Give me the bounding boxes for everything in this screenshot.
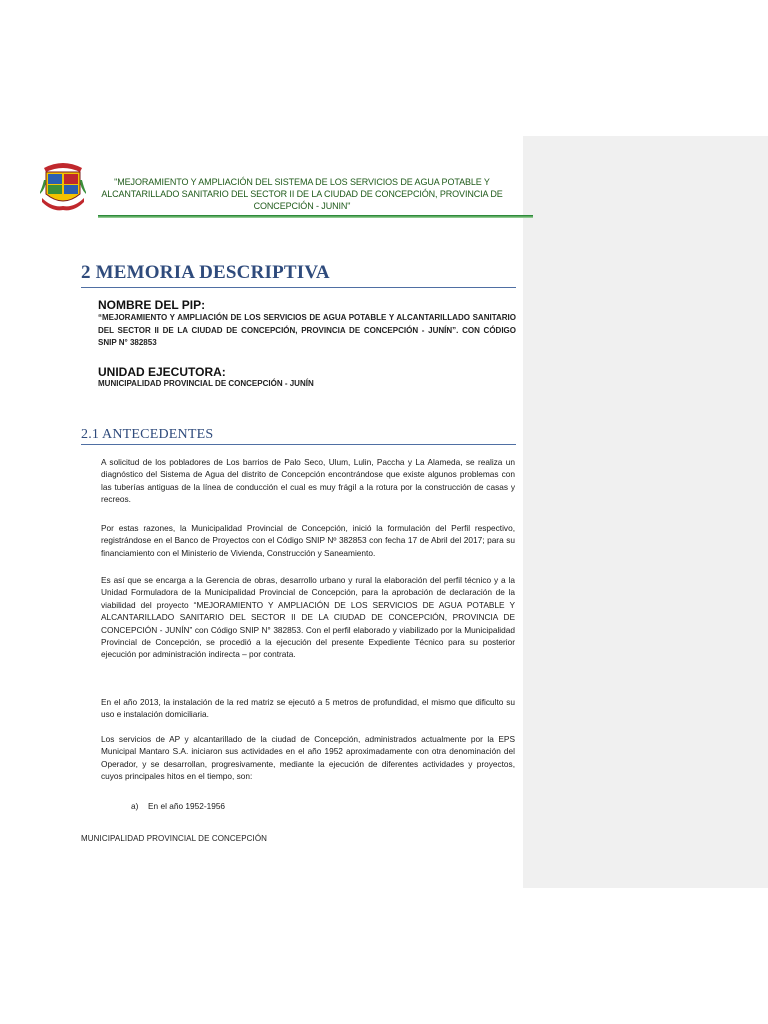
list-item — [131, 801, 225, 811]
paragraph-3: Es así que se encarga a la Gerencia de obras, desarrollo urbano y rural la elaboración del perfil técnico y a la Unidad Formuladora de la Municipalidad Provincial de Concepción, para la aprobación de declaración de la viabilidad del proyecto “MEJORAMIENTO Y AMPLIACIÓN DE LOS SERVICIOS DE AGUA POTABLE Y ALCANTARILLADO SANITARIO DEL SECTOR II DE LA CIUDAD DE CONCEPCIÓN, PROVINCIA DE CONCEPCIÓN - JUNÍN” con Código SNIP N° 382853. Con el perfil elaborado y viabilizado por la Municipalidad Provincial de Concepción, se procedió a la ejecución del presente Expediente Técnico para su posterior ejecución por administración indirecta – por contrata. — [101, 575, 515, 660]
label-nombre-pip: NOMBRE DEL PIP: — [98, 298, 206, 312]
heading-antecedentes: 2.1 ANTECEDENTES — [81, 427, 214, 442]
page-footer: MUNICIPALIDAD PROVINCIAL DE CONCEPCIÓN — [81, 834, 268, 843]
paragraph-2: Por estas razones, la Municipalidad Provincial de Concepción, inició la formulación del Perfil respectivo, registrándose en el Banco de Proyectos con el Código SNIP Nº 382853 con fecha 17 de Abril del 2017; para su financiamiento con el Ministerio de Vivienda, Construcción y Saneamiento. — [101, 523, 515, 558]
header-title: "MEJORAMIENTO Y AMPLIACIÓN DEL SISTEMA DE LOS SERVICIOS DE AGUA POTABLE Y ALCANTARILLADO SANITARIO DEL SECTOR II DE LA CIUDAD DE CONCEPCIÓN, PROVINCIA DE CONCEPCIÓN - JUNIN" — [101, 177, 503, 211]
header-divider — [98, 215, 533, 218]
list-marker: a) — [131, 801, 139, 811]
comment-pane — [523, 136, 768, 888]
text-unidad-ejecutora: MUNICIPALIDAD PROVINCIAL DE CONCEPCIÓN - JUNÍN — [98, 379, 314, 388]
label-unidad-ejecutora: UNIDAD EJECUTORA: — [98, 365, 226, 379]
text-nombre-pip: “MEJORAMIENTO Y AMPLIACIÓN DE LOS SERVICIOS DE AGUA POTABLE Y ALCANTARILLADO SANITARIO DEL SECTOR II DE LA CIUDAD DE CONCEPCIÓN, PROVINCIA DE CONCEPCIÓN - JUNÍN”. CON CÓDIGO SNIP N° 382853 — [98, 313, 516, 347]
paragraph-4: En el año 2013, la instalación de la red matriz se ejecutó a 5 metros de profundidad, el mismo que dificulto su uso e instalación domiciliaria. — [101, 697, 515, 720]
heading-divider — [81, 287, 516, 288]
heading-memoria-descriptiva: 2 MEMORIA DESCRIPTIVA — [81, 262, 330, 283]
paragraph-5: Los servicios de AP y alcantarillado de la ciudad de Concepción, administrados actualmente por la EPS Municipal Mantaro S.A. iniciaron sus actividades en el año 1952 aproximadamente con otra denominación del Operador, y se desarrollan, progresivamente, mediante la ejecución de diferentes actividades y proyectos, cuyos principales hitos en el tiempo, son: — [101, 734, 515, 782]
municipal-crest-icon — [40, 158, 86, 214]
list-item-text: En el año 1952-1956 — [148, 801, 226, 811]
page-header — [40, 158, 533, 220]
paragraph-1: A solicitud de los pobladores de Los barrios de Palo Seco, Ulum, Lulin, Paccha y La Alameda, se realiza un diagnóstico del Sistema de Agua del distrito de Concepción encontrándose que existe algunos problemas con las tuberías antiguas de la línea de conducción el cual es muy frágil a la rotura por la construcción de casas y recreos. — [101, 457, 515, 505]
subheading-divider — [81, 444, 516, 445]
